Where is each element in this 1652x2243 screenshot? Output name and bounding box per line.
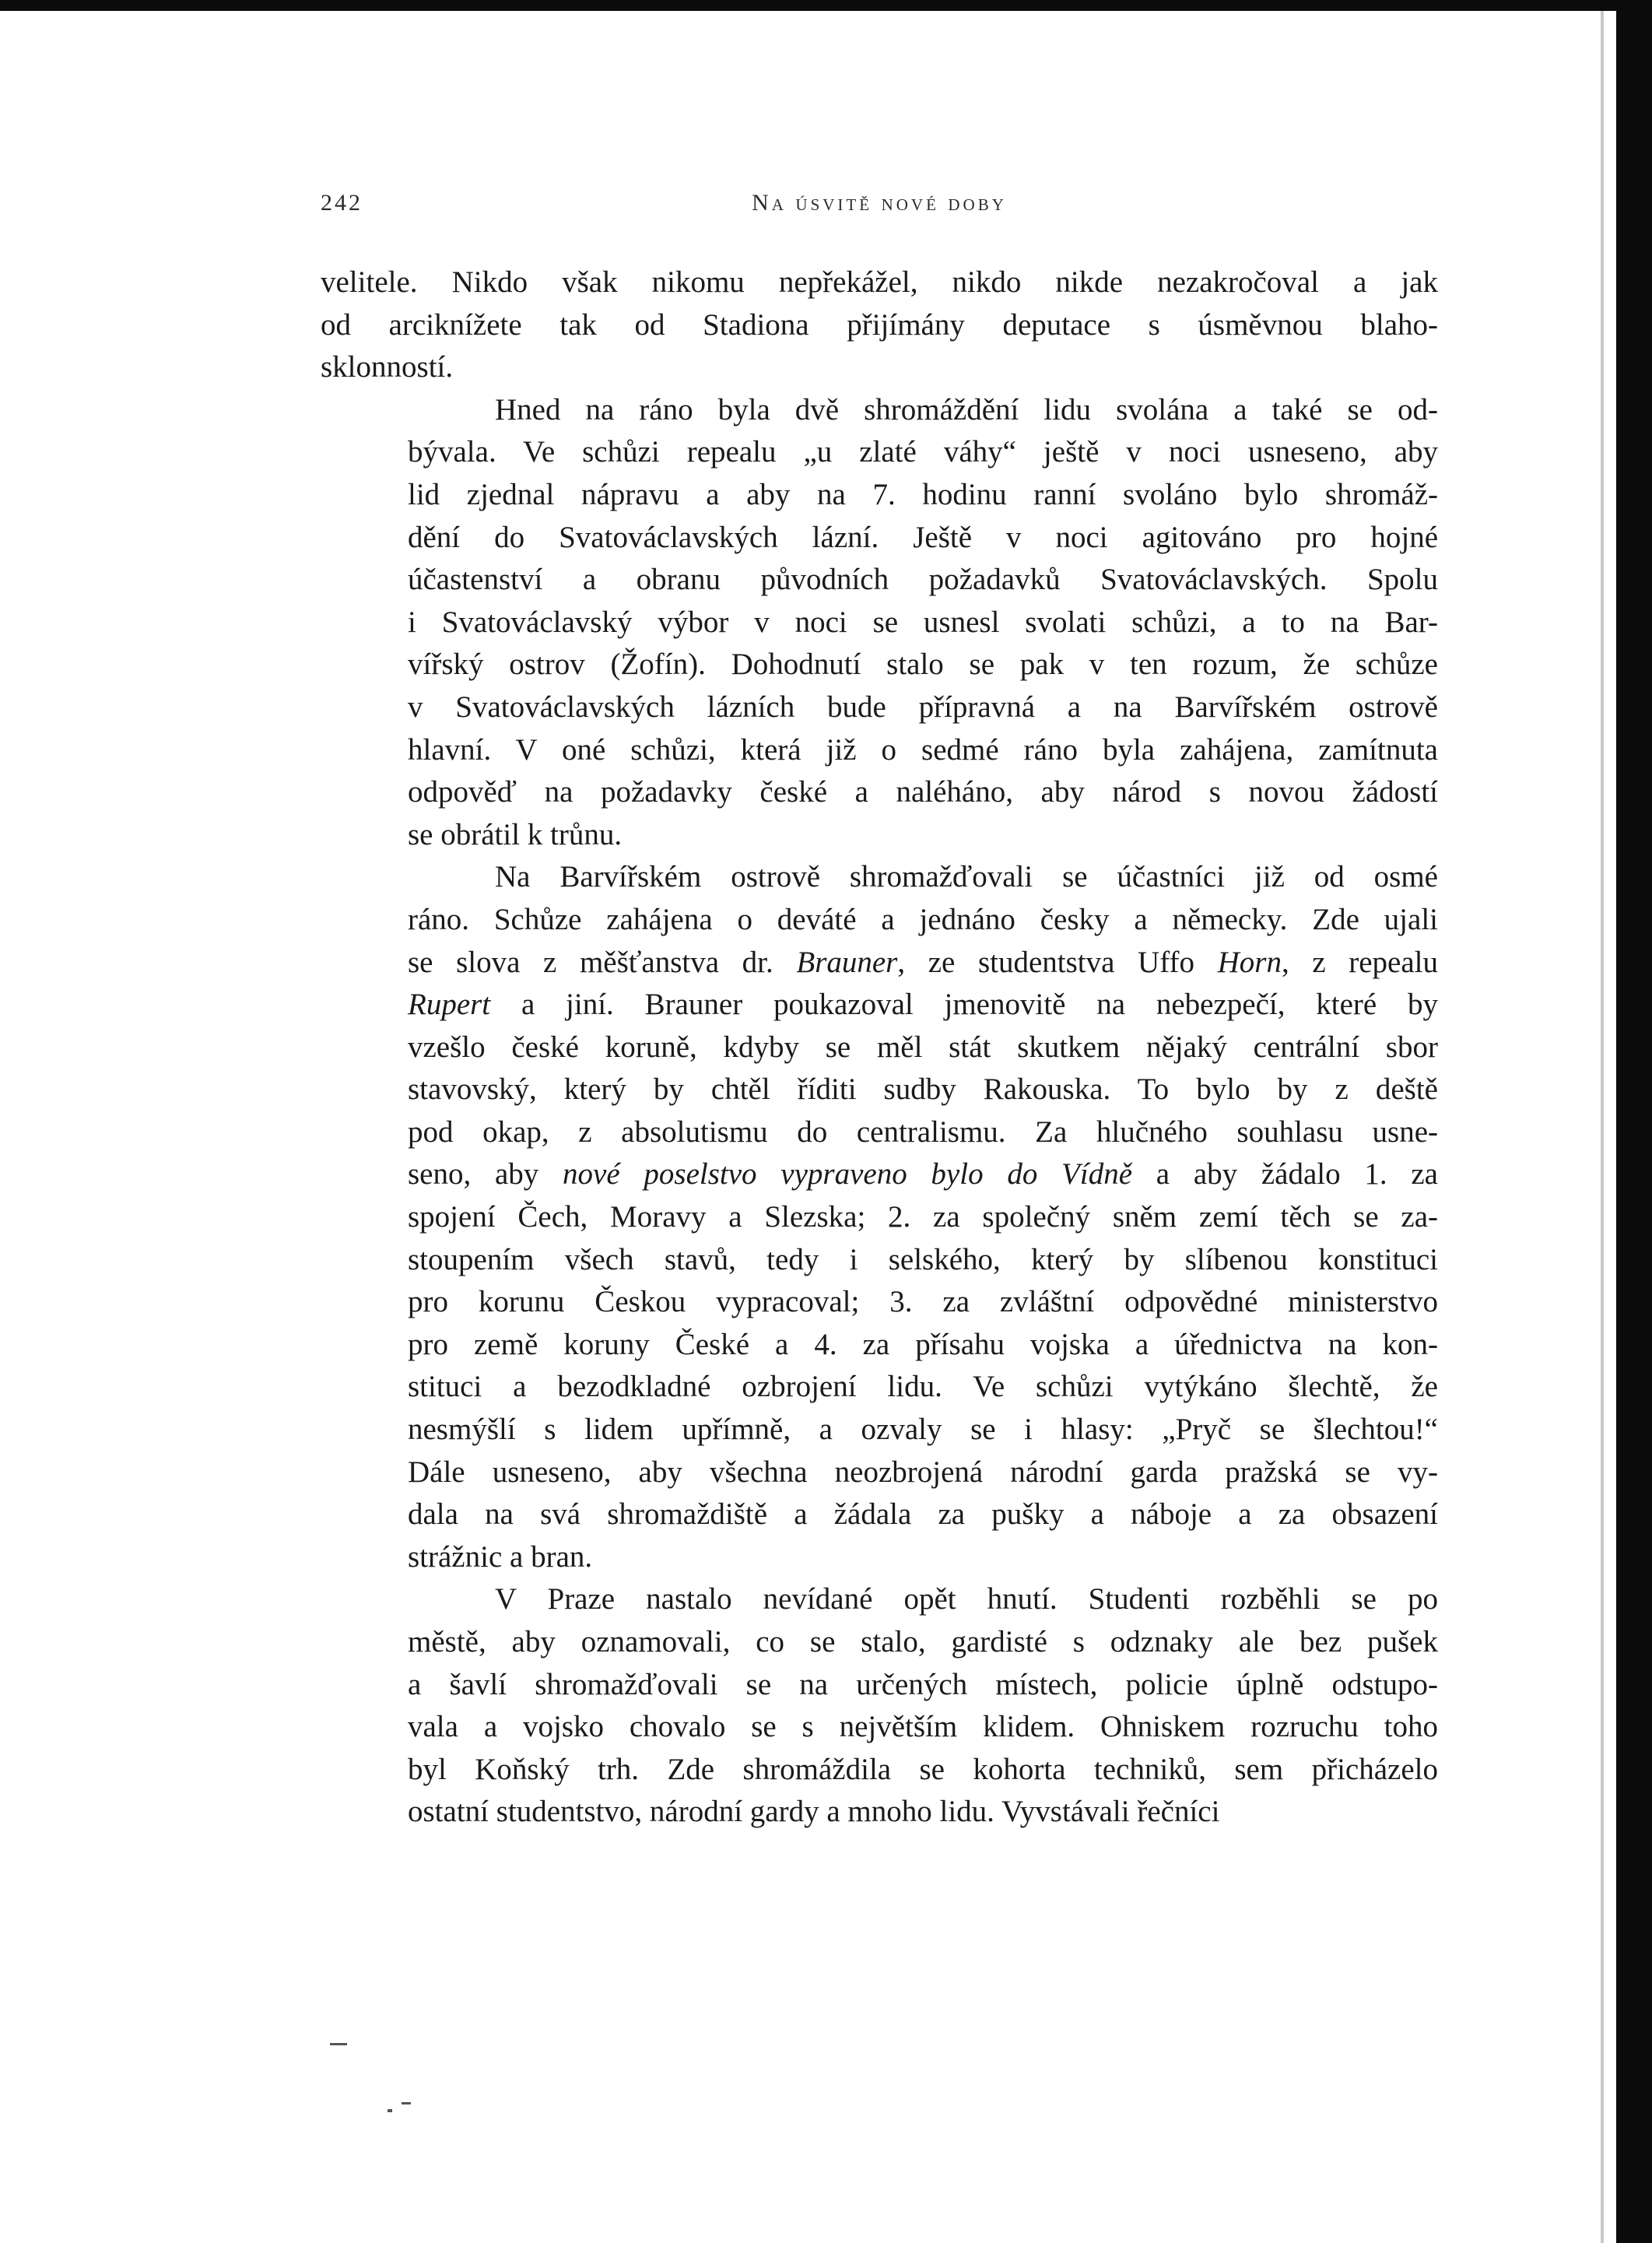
text-line: se slova z měšťanstva dr. Brauner, ze studentstva Uffo Horn, z repealu — [408, 945, 1438, 979]
text-line: odpověď na požadavky české a naléháno, aby národ s novou žádostí — [408, 775, 1438, 809]
text-line: nesmýšlí s lidem upřímně, a ozvaly se i hlasy: „Pryč se šlechtou!“ — [408, 1413, 1438, 1447]
text-line: dala na svá shromaždiště a žádala za pušky a náboje a za obsazení — [408, 1497, 1438, 1532]
text-line: se obrátil k trůnu. — [408, 817, 623, 851]
text-line: pro korunu Českou vypracoval; 3. za zvláštní odpovědné ministerstvo — [408, 1285, 1438, 1319]
text-line: velitele. Nikdo však nikomu nepřekážel, nikdo nikde nezakročoval a jak — [321, 265, 1438, 299]
paragraph — [321, 389, 1438, 857]
text-line: stituci a bezodkladné ozbrojení lidu. Ve schůzi vytýkáno šlechtě, že — [408, 1370, 1438, 1404]
scan-speck — [388, 2109, 392, 2112]
italic-text: Rupert — [408, 988, 491, 1022]
text-line: pod okap, z absolutismu do centralismu. Za hlučného souhlasu usne- — [408, 1114, 1438, 1149]
text-line: Na Barvířském ostrově shromažďovali se účastníci již od osmé — [495, 860, 1438, 894]
text-line: městě, aby oznamovali, co se stalo, gardisté s odznaky ale bez pušek — [408, 1625, 1438, 1659]
scan-speck — [330, 2043, 347, 2045]
text-line: vzešlo české koruně, kdyby se měl stát skutkem nějaký centrální sbor — [408, 1030, 1438, 1064]
text-line: strážnic a bran. — [408, 1539, 593, 1574]
text-line: pro země koruny České a 4. za přísahu vojska a úřednictva na kon- — [408, 1327, 1438, 1361]
text-line: stoupením všech stavů, tedy i selského, který by slíbenou konstituci — [408, 1242, 1438, 1276]
text-line: byl Koňský trh. Zde shromáždila se kohorta techniků, sem přicházelo — [408, 1752, 1438, 1786]
italic-text: Horn — [1217, 945, 1282, 979]
text-line: stavovský, který by chtěl říditi sudby Rakouska. To bylo by z deště — [408, 1072, 1438, 1107]
page-edge-line — [1601, 11, 1604, 2243]
text-line: bývala. Ve schůzi repealu „u zlaté váhy“ ještě v noci usneseno, aby — [408, 435, 1438, 469]
italic-text: Brauner — [796, 945, 898, 979]
scan-right-border — [1616, 0, 1652, 2243]
paragraph — [321, 262, 1438, 389]
running-title: Na úsvitě nové doby — [752, 190, 1007, 216]
text-line: i Svatováclavský výbor v noci se usnesl svolati schůzi, a to na Bar- — [408, 605, 1438, 639]
text-line: sklonností. — [321, 350, 454, 384]
text-line: hlavní. V oné schůzi, která již o sedmé ráno byla zahájena, zamítnuta — [408, 732, 1438, 767]
text-line: vala a vojsko chovalo se s největším klidem. Ohniskem rozruchu toho — [408, 1710, 1438, 1744]
text-line: lid zjednal nápravu a aby na 7. hodinu ranní svoláno bylo shromáž- — [408, 477, 1438, 511]
paragraph — [321, 856, 1438, 1578]
text-line: spojení Čech, Moravy a Slezska; 2. za společný sněm zemí těch se za- — [408, 1200, 1438, 1234]
text-line: účastenství a obranu původních požadavků Svatováclavských. Spolu — [408, 563, 1438, 597]
text-line: vířský ostrov (Žofín). Dohodnutí stalo se pak v ten rozum, že schůze — [408, 648, 1438, 682]
text-line: V Praze nastalo nevídané opět hnutí. Studenti rozběhli se po — [495, 1582, 1438, 1616]
text-line: od arciknížete tak od Stadiona přijímány deputace s úsměvnou blaho- — [321, 307, 1438, 342]
running-head — [321, 190, 1438, 227]
text-line: Hned na ráno byla dvě shromáždění lidu svolána a také se od- — [495, 392, 1438, 426]
text-line: ostatní studentstvo, národní gardy a mnoho lidu. Vyvstávali řečníci — [408, 1795, 1220, 1829]
text-line: dění do Svatováclavských lázní. Ještě v noci agitováno pro hojné — [408, 520, 1438, 554]
paragraph — [321, 1578, 1438, 1834]
text-line: v Svatováclavských lázních bude přípravná a na Barvířském ostrově — [408, 690, 1438, 724]
scan-speck — [402, 2102, 411, 2104]
text-line: Rupert a jiní. Brauner poukazoval jmenovitě na nebezpečí, které by — [408, 988, 1438, 1022]
page-number: 242 — [321, 190, 363, 216]
text-line: a šavlí shromažďovali se na určených místech, policie úplně odstupo- — [408, 1667, 1438, 1701]
body-text — [321, 262, 1438, 1834]
book-page — [321, 190, 1438, 1834]
text-line: Dále usneseno, aby všechna neozbrojená národní garda pražská se vy- — [408, 1455, 1438, 1489]
text-line: seno, aby nové poselstvo vypraveno bylo do Vídně a aby žádalo 1. za — [408, 1157, 1438, 1192]
italic-text: nové poselstvo vypraveno bylo do Vídně — [563, 1157, 1133, 1192]
text-line: ráno. Schůze zahájena o deváté a jednáno česky a německy. Zde ujali — [408, 902, 1438, 936]
scan-top-border — [0, 0, 1652, 11]
